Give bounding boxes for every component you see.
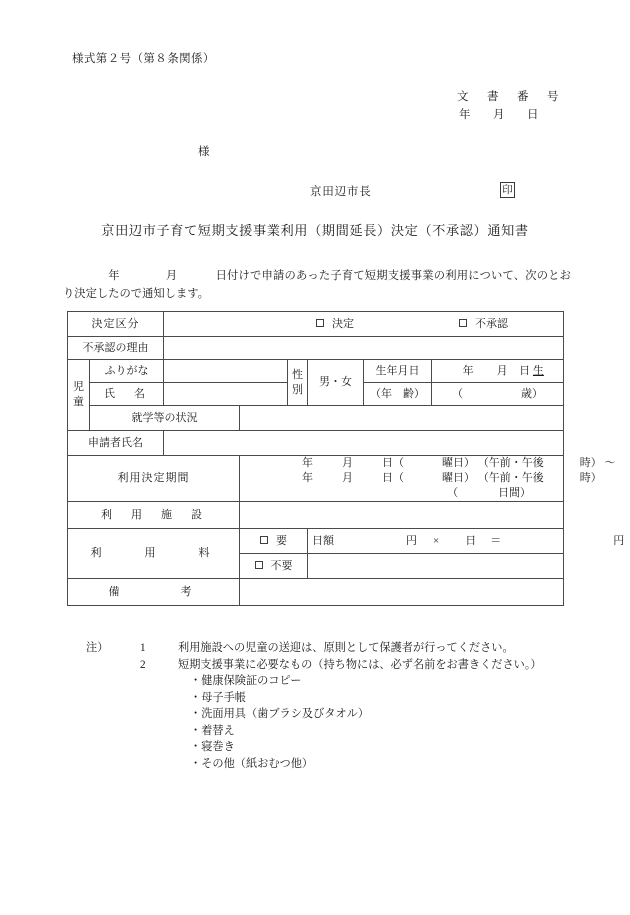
applicant-name-input[interactable]	[164, 431, 564, 456]
furigana-input[interactable]	[164, 360, 288, 383]
period-end-weekday: 曜日）	[442, 472, 475, 484]
child-section-label	[68, 360, 90, 431]
birth-day: 日	[519, 364, 531, 377]
facility-label: 利 用 施 設	[68, 502, 240, 529]
fee-label: 利 用 料	[68, 529, 240, 579]
table-row-school-status	[68, 406, 564, 431]
doc-date-month: 月	[493, 109, 505, 121]
use-period-label: 利用決定期間	[68, 456, 240, 502]
doc-date-day: 日	[527, 109, 539, 121]
intro-body: 日付けで申請のあった子育て短期支援事業の利用について、次のとおり決定したので通知します。	[63, 270, 571, 300]
gender-label	[288, 360, 308, 406]
checkbox-label-rejected: 不承認	[475, 317, 508, 330]
period-end-month: 月	[342, 472, 353, 484]
period-start-hour: 時）	[579, 457, 602, 469]
child-name-input[interactable]	[164, 383, 288, 406]
remarks-input[interactable]	[240, 579, 564, 606]
birth-year: 年	[462, 364, 474, 377]
decision-type-options	[164, 312, 564, 337]
period-range-tilde: ～	[604, 457, 616, 469]
child-name-label: 氏 名	[90, 383, 164, 406]
gender-label-bottom: 別	[292, 383, 303, 396]
fee-equals-symbol: ＝	[490, 534, 502, 547]
table-row-fee-required	[68, 529, 564, 554]
checkbox-label-fee-not-required: 不要	[270, 559, 293, 572]
intro-paragraph	[63, 268, 571, 303]
table-row-rejection-reason	[68, 337, 564, 360]
notification-form-table	[67, 311, 625, 606]
form-code: 様式第２号（第８条関係）	[72, 53, 215, 65]
applicant-name-label: 申請者氏名	[68, 431, 164, 456]
fee-daily-label: 日額	[312, 534, 334, 547]
birthdate-input[interactable]	[432, 360, 564, 383]
checkbox-label-fee-required: 要	[276, 534, 287, 547]
use-period-total-days	[244, 486, 559, 501]
age-label: （年 齢）	[364, 383, 432, 406]
checkbox-fee-not-required[interactable]	[240, 554, 308, 579]
checkbox-icon[interactable]	[255, 561, 263, 569]
list-item: ・その他（紙おむつ他）	[190, 757, 314, 770]
document-number-block	[457, 88, 562, 124]
checkbox-label-approved: 決定	[332, 317, 354, 330]
period-end-ampm: （午前・午後	[477, 472, 544, 484]
list-item: ・洗面用具（歯ブラシ及びタオル）	[190, 708, 370, 720]
checkbox-decision-rejected[interactable]	[459, 317, 508, 332]
period-start-month: 月	[342, 457, 353, 469]
period-start-year: 年	[302, 457, 313, 469]
checkbox-fee-required[interactable]	[240, 529, 308, 554]
checkbox-icon[interactable]	[260, 536, 268, 544]
table-row-child-furigana	[68, 360, 564, 383]
list-item: ・着替え	[190, 724, 235, 737]
note-1-text: 利用施設への児童の送迎は、原則として保護者が行ってください。	[178, 642, 514, 654]
list-item: ・母子手帳	[190, 691, 246, 704]
addressee-honorific: 様	[198, 146, 210, 158]
notes-marker: 注）	[86, 642, 109, 654]
age-unit: 歳）	[521, 387, 544, 400]
seal-stamp-box: 印	[500, 182, 515, 198]
child-label-top: 児	[73, 381, 84, 393]
rejection-reason-input[interactable]	[164, 337, 564, 360]
list-item: ・寝巻き	[190, 741, 235, 753]
days-open-paren: （	[447, 487, 459, 499]
page-title: 京田辺市子育て短期支援事業利用（期間延長）決定（不承認）通知書	[101, 223, 529, 238]
period-end-year: 年	[302, 472, 313, 484]
document-number-label: 文 書 番 号	[457, 91, 562, 103]
note-item-1	[86, 640, 542, 657]
period-end-hour: 時）	[579, 472, 602, 484]
checkbox-decision-approved[interactable]	[316, 317, 354, 332]
note-2-number: 2	[140, 658, 146, 671]
intro-month: 月	[165, 270, 178, 282]
notes-section	[86, 640, 542, 772]
period-start-day: 日（	[382, 457, 404, 469]
age-open-paren: （	[452, 387, 464, 400]
checkbox-icon[interactable]	[316, 319, 324, 327]
period-start-ampm: （午前・午後	[477, 457, 544, 469]
decision-type-label: 決定区分	[68, 312, 164, 337]
fee-calculation-input[interactable]	[308, 529, 625, 554]
table-row-use-period	[68, 456, 564, 502]
period-end-day: 日（	[382, 472, 404, 484]
days-unit: 日間）	[498, 487, 532, 499]
child-label-bottom: 童	[73, 396, 84, 408]
fee-unit-yen: 円	[406, 534, 417, 547]
age-input[interactable]	[432, 383, 564, 406]
use-period-end-line	[244, 471, 602, 486]
rejection-reason-label: 不承認の理由	[68, 337, 164, 360]
note-2-text: 短期支援事業に必要なもの（持ち物には、必ず名前をお書きください。）	[178, 658, 542, 671]
school-status-input[interactable]	[240, 406, 564, 431]
list-item: ・健康保険証のコピー	[190, 675, 302, 687]
document-date-line	[457, 106, 562, 124]
fee-day-unit: 日	[465, 534, 477, 547]
birth-month: 月	[496, 364, 508, 377]
table-row-decision-type	[68, 312, 564, 337]
table-row-facility	[68, 502, 564, 529]
period-start-weekday: 曜日）	[442, 457, 475, 469]
checkbox-icon[interactable]	[459, 319, 467, 327]
birth-born: 生	[532, 364, 544, 377]
furigana-label: ふりがな	[90, 360, 164, 383]
doc-date-year: 年	[459, 109, 471, 121]
note-1-number: 1	[140, 642, 146, 654]
table-row-remarks	[68, 579, 564, 606]
remarks-label: 備 考	[68, 579, 240, 606]
table-row-applicant-name	[68, 431, 564, 456]
gender-label-top: 性	[292, 368, 303, 381]
use-period-start-line	[244, 456, 616, 471]
use-period-input[interactable]	[240, 456, 616, 502]
school-status-label: 就学等の状況	[90, 406, 240, 431]
issuer-name: 京田辺市長	[310, 186, 372, 198]
gender-value[interactable]: 男・女	[308, 360, 364, 406]
fee-not-required-blank[interactable]	[308, 554, 564, 579]
notes-bullet-list	[86, 673, 542, 772]
facility-input[interactable]	[240, 502, 564, 529]
birthdate-label: 生年月日	[364, 360, 432, 383]
fee-times-symbol: ×	[433, 534, 440, 547]
note-item-2	[86, 657, 542, 674]
fee-total-yen: 円	[613, 534, 625, 547]
intro-year: 年	[108, 270, 120, 282]
